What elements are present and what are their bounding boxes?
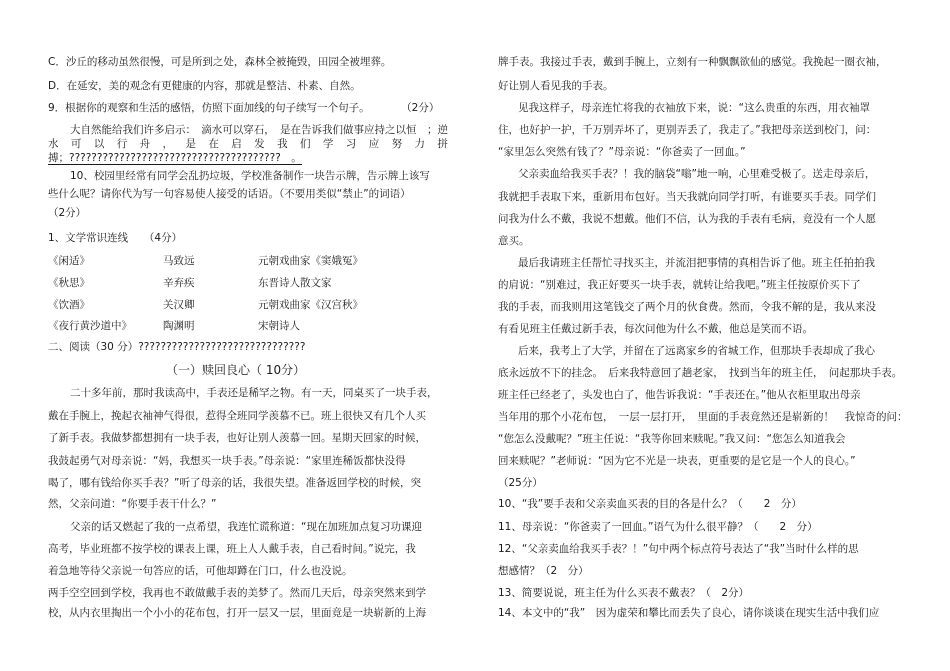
spaced-char: 在 xyxy=(208,138,219,150)
paragraph-line: 喝了，哪有钱给你买手表？”听了母亲的话，我很失望。准备返回学校的时候，突 xyxy=(48,477,421,489)
paragraph-line: 高考，毕业班都不按学校的课表上课，班上人人戴手表，自己看时间。”说完，我 xyxy=(48,543,416,555)
work-title: 《闲适》 xyxy=(48,255,90,267)
paragraph-line: “您怎么没戴呢？”班主任说：“我等你回来赎呢。”我又问：“您怎么知道我会 xyxy=(498,433,846,445)
author: 马致远 xyxy=(163,255,195,267)
question-10-reading: 10、“我”要手表和父亲卖血买表的目的各是什么？（ 2 分） xyxy=(498,498,802,510)
spaced-char: 发 xyxy=(254,138,265,150)
paragraph-line: 二十多年前，那时我读高中，手表还是稀罕之物。有一天，同桌买了一块手表， xyxy=(70,387,438,399)
paragraph-line: 父亲卖血给我买手表？！我的脑袋“嗡”地一响，心里难受极了。送走母亲后， xyxy=(518,168,876,180)
points-total: （25分） xyxy=(498,477,543,489)
paragraph-line: 了新手表。我做梦都想拥有一块手表，也好让别人羡慕一回。星期天回家的时候， xyxy=(48,432,426,444)
spaced-char: 力 xyxy=(414,138,425,150)
section-1-header: 1、文学常识连线 （4分） xyxy=(48,232,183,244)
spaced-char: 行 xyxy=(116,138,128,150)
spaced-char: 我 xyxy=(277,138,288,150)
paragraph-line: 后来，我考上了大学，并留在了远离家乡的省城工作，但那块手表却成了我心 xyxy=(518,345,875,357)
description: 宋朝诗人 xyxy=(258,320,300,332)
paragraph-line: 然，父亲问道：“你要手表干什么？” xyxy=(48,498,217,510)
author: 陶渊明 xyxy=(163,320,195,332)
paragraph-line: 父亲的话又燃起了我的一点希望，我连忙谎称道：“现在加班加点复习功课迎 xyxy=(70,521,422,533)
question-9: 9．根据你的观察和生活的感悟，仿照下面加线的句子续写一个句子。 （2分） xyxy=(48,102,440,114)
spaced-char: 应 xyxy=(368,138,380,150)
option-d: D．在延安，美的观念有更健康的内容，那就是整洁、朴素、自然。 xyxy=(48,80,361,92)
answer-blank: 搏；?????????????????????????????????????? 。 xyxy=(48,152,302,164)
spaced-char: 水 xyxy=(48,138,59,150)
passage-title: （一）赎回良心（ 10分） xyxy=(166,363,306,377)
paragraph-line: 我鼓起勇气对母亲说：“妈，我想买一块手表。”母亲说：“家里连稀饭都快没得 xyxy=(48,455,406,467)
paragraph-line: 最后我请班主任帮忙寻找买主，并流泪把事情的真相告诉了他。班主任拍拍我 xyxy=(518,257,875,269)
spaced-char: 们 xyxy=(299,138,311,150)
question-11: 11、母亲说：“你爸卖了一回血。”语气为什么很平静？（ 2 分） xyxy=(498,521,818,533)
spaced-char: 以 xyxy=(93,138,105,150)
spaced-char: 习 xyxy=(345,138,357,150)
paragraph-line: 见我这样子，母亲连忙将我的衣袖放下来，说：“这么贵重的东西，用衣袖罩 xyxy=(518,102,870,114)
paragraph-line: 当年用的那个小花布包， 一层一层打开， 里面的手表竟然还是崭新的！ 我惊奇的问： xyxy=(498,411,908,423)
paragraph-line: “家里怎么突然有钱了？”母亲说：“你爸卖了一回血。” xyxy=(498,146,746,158)
spaced-char: 努 xyxy=(391,138,403,150)
paragraph-line: 着急地等待父亲说一句答应的话，可他却蹲在门口，什么也没说。 xyxy=(48,565,353,577)
paragraph-line: 意买。 xyxy=(498,235,530,247)
option-c: C．沙丘的移动虽然很慢，可是所到之处，森林全被掩毁，田园全被埋葬。 xyxy=(48,56,392,68)
paragraph-line: 底永远放不下的挂念。 后来我特意回了趟老家， 找到当年的班主任， 问起那块手表。 xyxy=(498,367,903,379)
question-9-line-2 xyxy=(48,138,448,151)
paragraph-line: 好让别人看见我的手表。 xyxy=(498,80,614,92)
paragraph-line: 问我为什么不戴，我说不想戴。他们不信，认为我的手表有毛病，竟没有一个人愿 xyxy=(498,213,876,225)
question-12-line-1: 12、“父亲卖血给我买手表？！”句中两个标点符号表达了“我”当时什么样的思 xyxy=(498,543,859,555)
question-12-line-2: 想感情？（2 分） xyxy=(498,565,589,577)
spaced-char: 舟 xyxy=(139,138,151,150)
description: 东晋诗人散文家 xyxy=(258,277,332,289)
question-13: 13、简要说说，班主任为什么买表不戴表？（ 2分） xyxy=(498,587,750,599)
paragraph-line: 回来赎呢？”老师说：“因为它不光是一块表，更重要的是它是一个人的良心。” xyxy=(498,455,856,467)
description: 元朝戏曲家《窦娥冤》 xyxy=(258,255,363,267)
question-9-line-1: 大自然能给我们许多启示： 滴水可以穿石， 是在告诉我们做事应持之以恒 ；逆 xyxy=(70,124,448,136)
paragraph-line: 住，也好护一护，千万别弄坏了，更别弄丢了，我走了。”我把母亲送到校门，问： xyxy=(498,124,877,136)
paragraph-line: 的肩说：“别难过，我正好要买一块手表，就转让给我吧。”班主任按原价买下了 xyxy=(498,279,861,291)
question-10-line-1: 10、校园里经常有同学会乱扔垃圾，学校准备制作一块告示牌，告示牌上该写 xyxy=(70,170,430,182)
spaced-char: ， xyxy=(162,138,174,150)
work-title: 《饮酒》 xyxy=(48,299,90,311)
spaced-char: 是 xyxy=(185,138,196,150)
description: 元朝戏曲家《汉宫秋》 xyxy=(258,299,363,311)
author: 关汉卿 xyxy=(163,299,195,311)
author: 辛弃疾 xyxy=(163,277,195,289)
work-title: 《秋思》 xyxy=(48,277,90,289)
paragraph-line: 牌手表。我接过手表，戴到手腕上，立刻有一种飘飘欲仙的感觉。我挽起一圈衣袖， xyxy=(498,56,887,68)
paragraph-line: 我的手表，而我则用这笔钱交了两个月的伙食费。然而，令我不解的是，我从来没 xyxy=(498,301,876,313)
paragraph-line: 戴在手腕上，挽起衣袖神气得很，惹得全班同学羡慕不已。班上很快又有几个人买 xyxy=(48,410,426,422)
spaced-char: 启 xyxy=(231,138,242,150)
section-2-header: 二、阅读（30 分）?????????????????????????????? xyxy=(48,341,306,353)
spaced-char: 拼 xyxy=(437,138,448,150)
spaced-char: 学 xyxy=(322,138,334,150)
work-title: 《夜行黄沙道中》 xyxy=(48,320,132,332)
paragraph-line: 班主任已经老了，头发也白了，他告诉我说：“手表还在。”他从衣柜里取出母亲 xyxy=(498,389,861,401)
spaced-char: 可 xyxy=(70,138,82,150)
question-14: 14、本文中的“我” 因为虚荣和攀比而丢失了良心，请你谈谈在现实生活中我们应 xyxy=(498,607,880,619)
paragraph-line: 校，从内衣里掏出一个小小的花布包，打开一层又一层，里面竟是一块崭新的上海 xyxy=(48,607,426,619)
paragraph-line: 有看见班主任戴过新手表，每次问他为什么不戴，他总是笑而不语。 xyxy=(498,323,813,335)
question-10-points: （2分） xyxy=(48,207,87,219)
paragraph-line: 我就把手表取下来，重新用布包好。当天我就向同学打听，有谁要买手表。同学们 xyxy=(498,191,876,203)
paragraph-line: 两手空空回到学校，我再也不敢做戴手表的美梦了。然而几天后，母亲突然来到学 xyxy=(48,587,426,599)
question-10-line-2: 些什么呢？请你代为写一句容易使人接受的话语。（不要用类似“禁止”的词语） xyxy=(48,188,411,200)
question-9-line-3 xyxy=(48,152,302,165)
